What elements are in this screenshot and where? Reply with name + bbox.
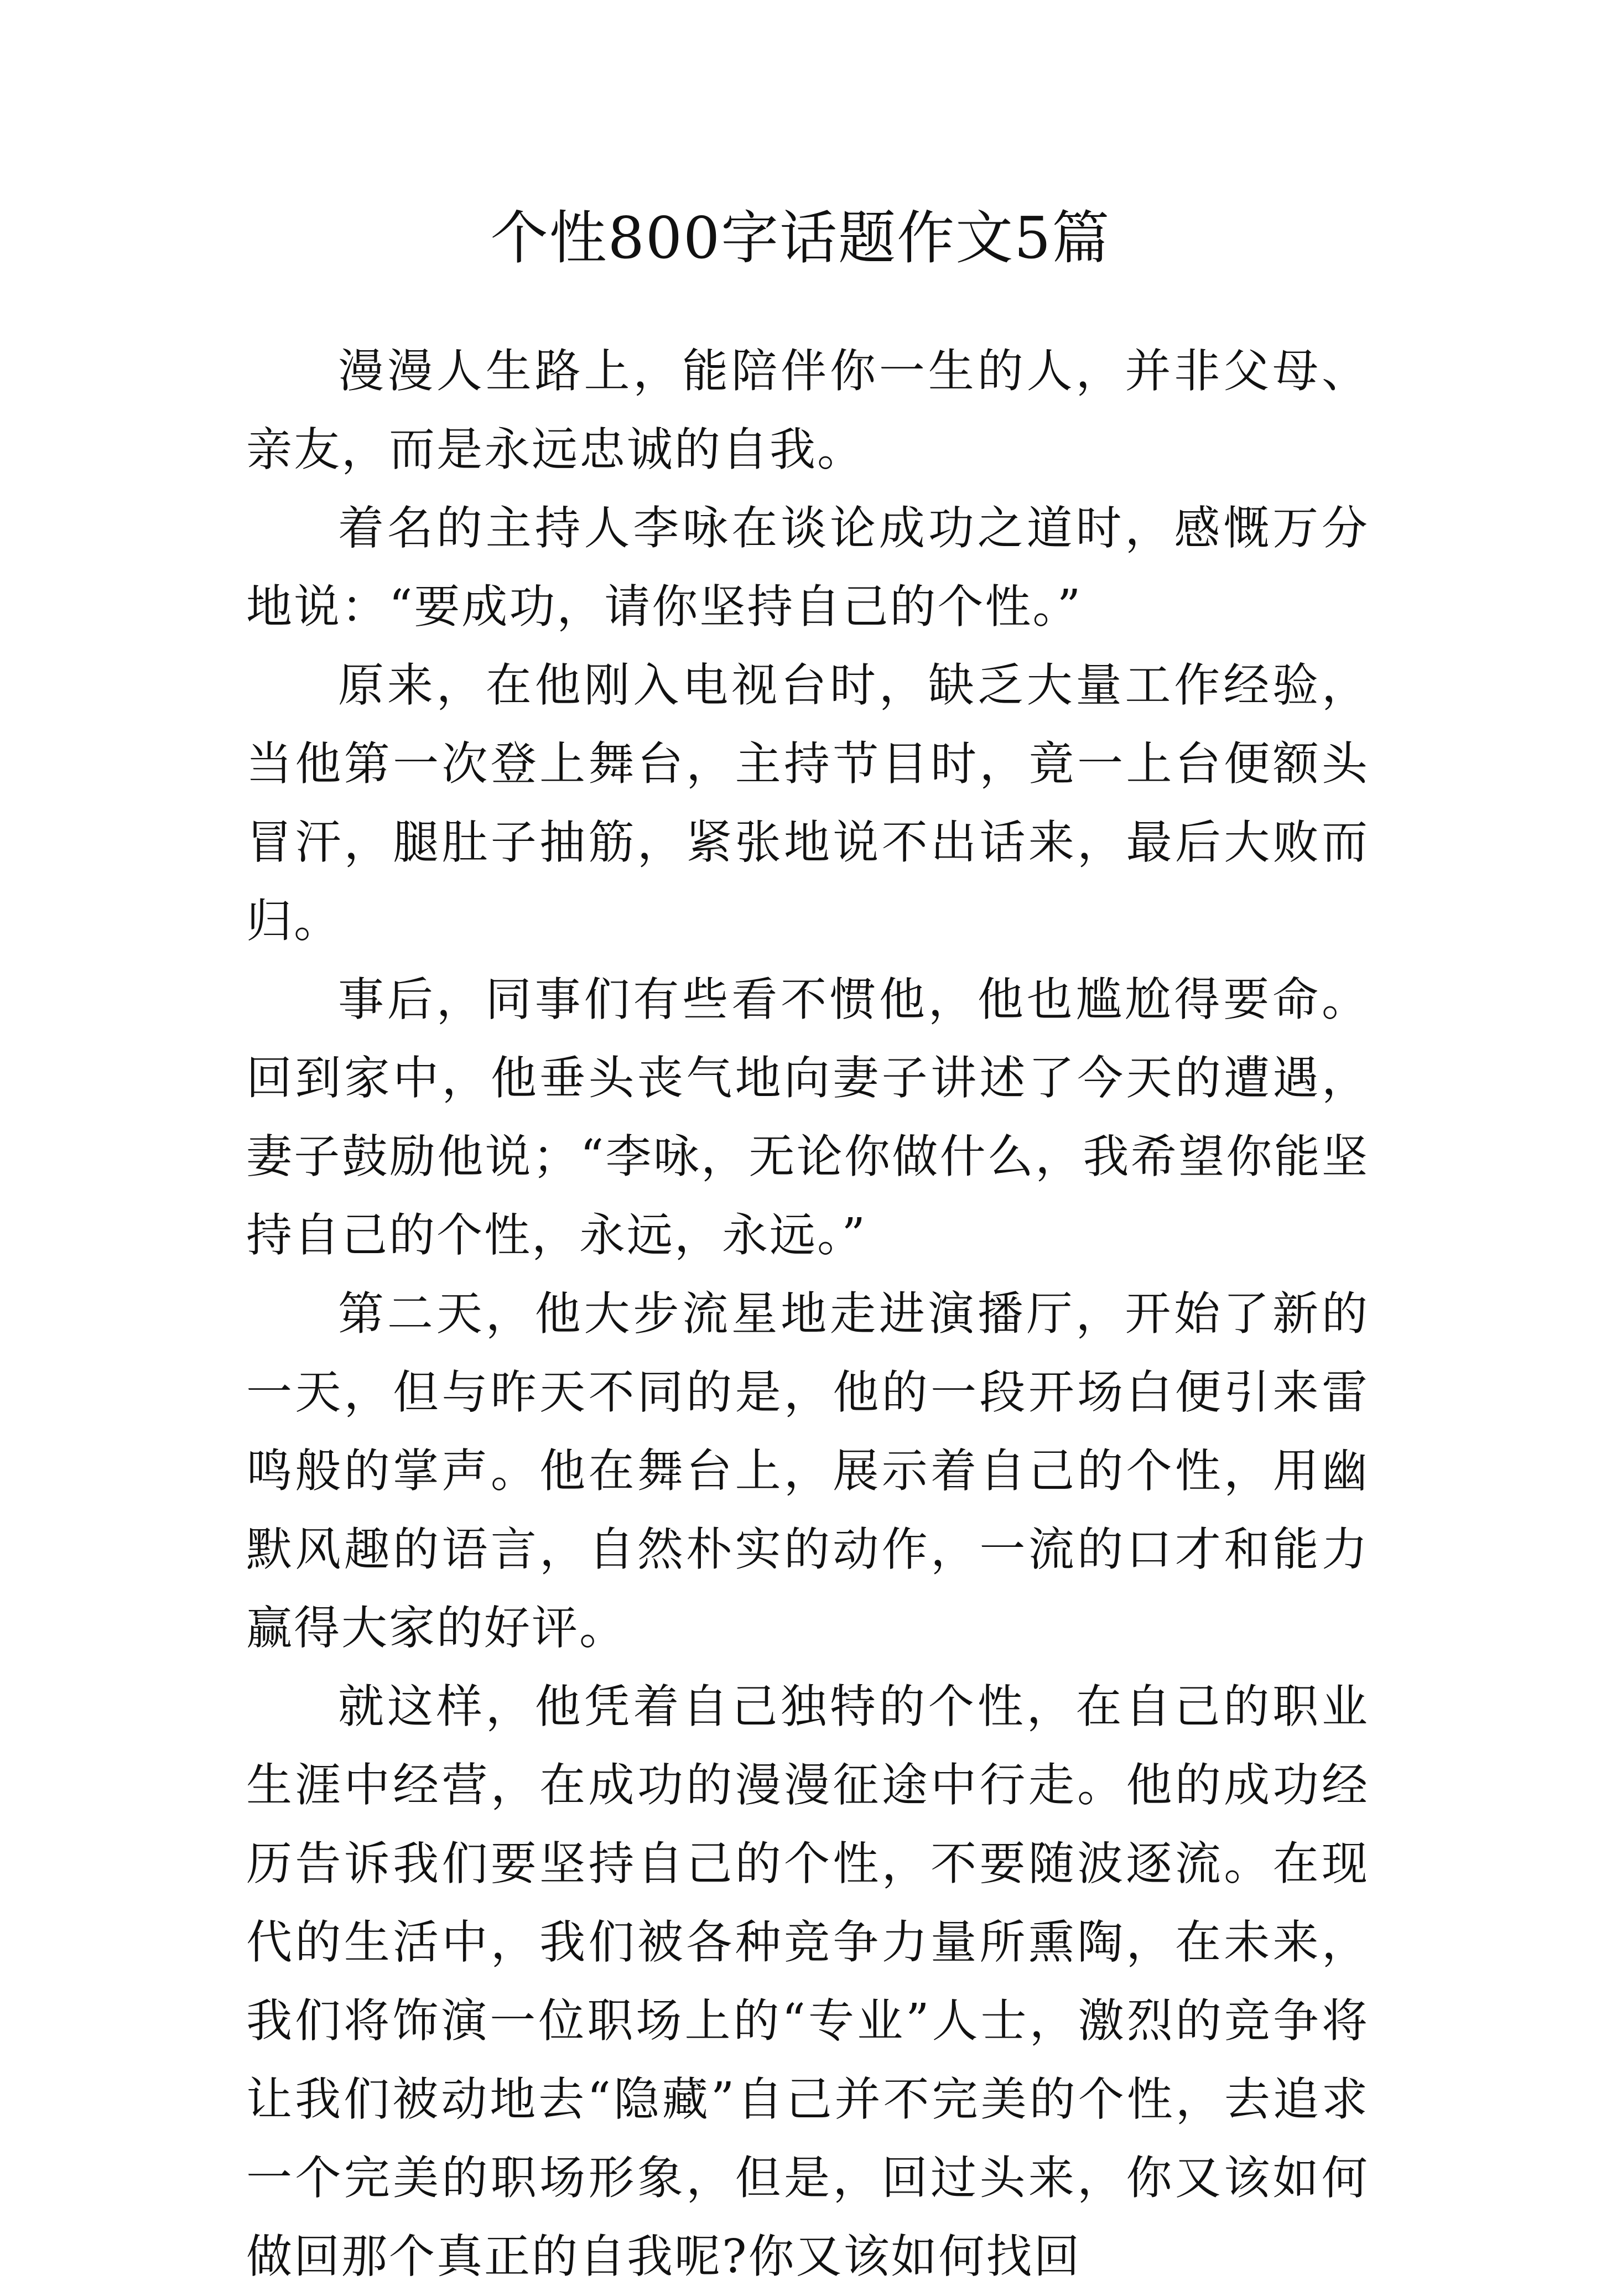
document-title: 个性800字话题作文5篇 [490,204,1111,272]
paragraph-5: 第二天，他大步流星地走进演播厅，开始了新的一天，但与昨天不同的是，他的一段开场白便引来雷鸣般的掌声。他在舞台上，展示着自己的个性，用幽默风趣的语言，自然朴实的动作，一流的口才和能力赢得大家的好评。 [246,1287,1369,1655]
paragraph-3: 原来，在他刚入电视台时，缺乏大量工作经验，当他第一次登上舞台，主持节目时，竟一上台便额头冒汗，腿肚子抽筋，紧张地说不出话来，最后大败而归。 [246,658,1369,948]
paragraph-4: 事后，同事们有些看不惯他，他也尴尬得要命。回到家中，他垂头丧气地向妻子讲述了今天的遭遇，妻子鼓励他说；“李咏，无论你做什么，我希望你能坚持自己的个性，永远，永远。” [246,973,1369,1262]
document-body [246,332,1369,2296]
paragraph-2: 着名的主持人李咏在谈论成功之道时，感慨万分地说：“要成功，请你坚持自己的个性。” [246,501,1369,633]
paragraph-1: 漫漫人生路上，能陪伴你一生的人，并非父母、亲友，而是永远忠诚的自我。 [246,344,1369,476]
paragraph-6: 就这样，他凭着自己独特的个性，在自己的职业生涯中经营，在成功的漫漫征途中行走。他的成功经历告诉我们要坚持自己的个性，不要随波逐流。在现代的生活中，我们被各种竞争力量所熏陶，在未来，我们将饰演一位职场上的“专业”人士，激烈的竞争将让我们被动地去“隐藏”自己并不完美的个性，去追求一个完美的职场形象，但是，回过头来，你又该如何做回那个真正的自我呢?你又该如何找回 [246,1680,1369,2283]
